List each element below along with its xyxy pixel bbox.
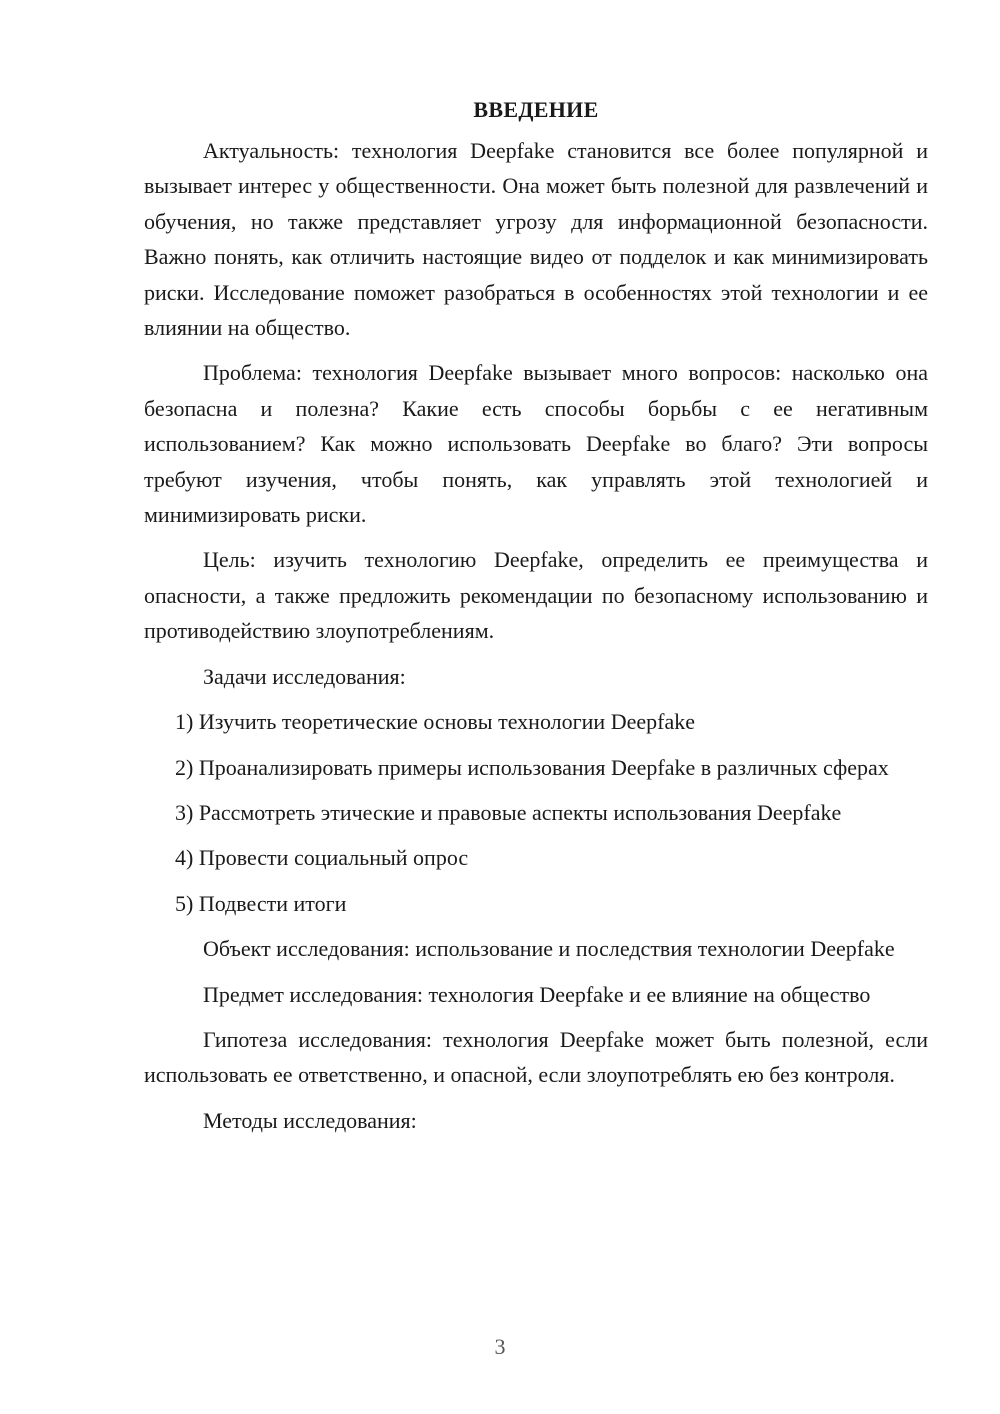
list-item: 1) Изучить теоретические основы технологии Deepfake [175, 709, 695, 735]
list-item: 2) Проанализировать примеры использования Deepfake в различных сферах [175, 754, 889, 780]
list-item: 4) Провести социальный опрос [175, 845, 469, 871]
page-number: 3 [494, 1334, 506, 1359]
paragraph-methods-heading: Методы исследования: [203, 1107, 417, 1133]
document-page [144, 92, 928, 1148]
paragraph-relevance: Актуальность: технология Deepfake становится все более популярной и вызывает интерес у общественности. Она может быть полезной для развлечений и обучения, но также представляет угрозу для информационной безопасности. Важно понять, как отличить настоящие видео от подделок и как минимизировать риски. Исследование поможет разобраться в особенностях этой технологии и ее влиянии на общество. [144, 138, 928, 341]
paragraph-subject: Предмет исследования: технология Deepfake и ее влияние на общество [203, 981, 871, 1007]
section-title: ВВЕДЕНИЕ [473, 97, 599, 122]
paragraph-problem: Проблема: технология Deepfake вызывает много вопросов: насколько она безопасна и полезна? Какие есть способы борьбы с ее негативным использованием? Как можно использовать Deepfake во благо? Эти вопросы требуют изучения, чтобы понять, как управлять этой технологией и минимизировать риски. [144, 360, 928, 528]
list-item: 5) Подвести итоги [175, 890, 347, 916]
paragraph-hypothesis: Гипотеза исследования: технология Deepfake может быть полезной, если использовать ее ответственно, и опасной, если злоупотреблять ею без контроля. [144, 1026, 928, 1088]
tasks-list [144, 704, 928, 921]
paragraph-goal: Цель: изучить технологию Deepfake, определить ее преимущества и опасности, а также предложить рекомендации по безопасному использованию и противодействию злоупотреблениям. [144, 547, 928, 644]
list-item: 3) Рассмотреть этические и правовые аспекты использования Deepfake [175, 799, 842, 825]
paragraph-tasks-heading: Задачи исследования: [203, 663, 406, 689]
paragraph-object: Объект исследования: использование и последствия технологии Deepfake [203, 936, 895, 962]
